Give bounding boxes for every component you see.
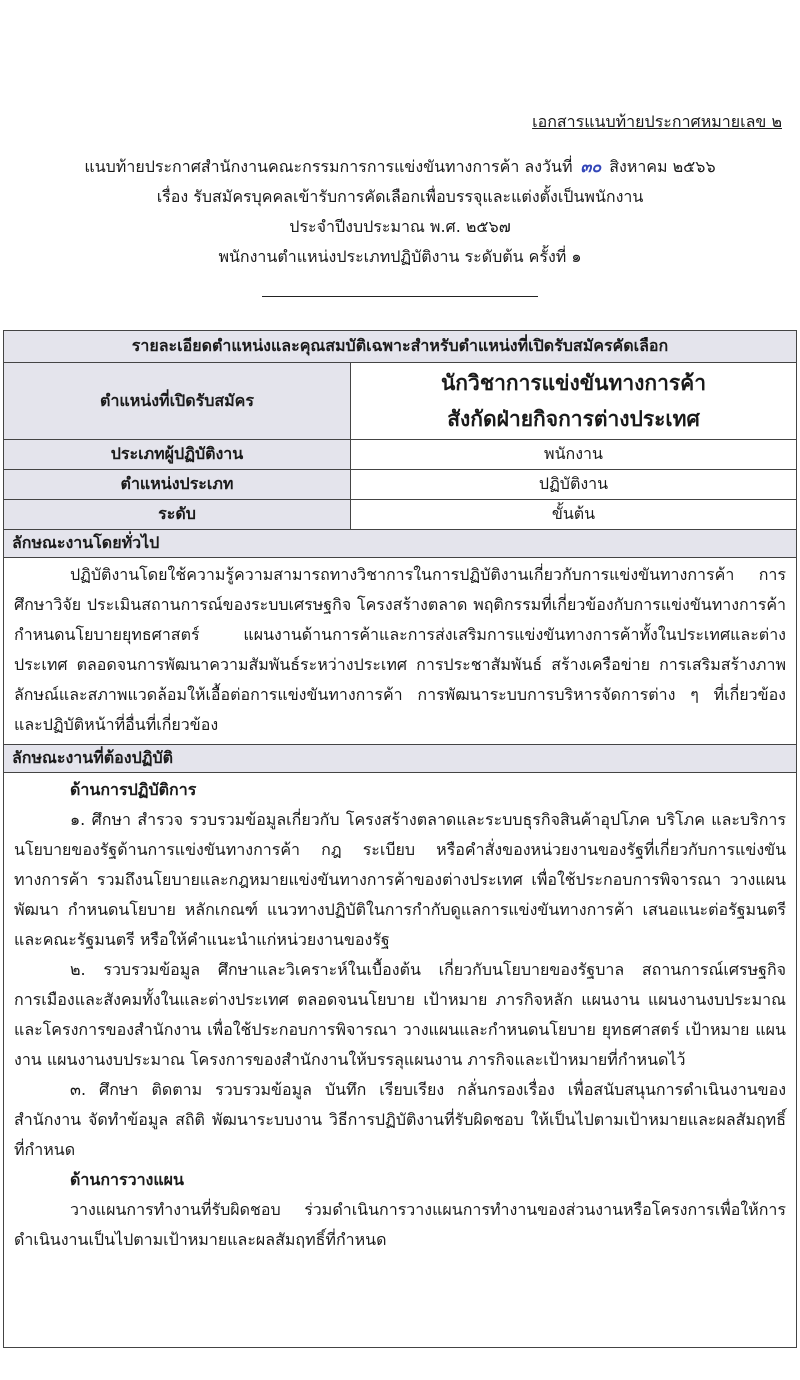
header-line-2: เรื่อง รับสมัครบุคคลเข้ารับการคัดเลือกเพื่อบรรจุและแต่งตั้งเป็นพนักงาน bbox=[156, 187, 644, 206]
row-value: ขั้นต้น bbox=[351, 500, 797, 530]
planning-text: วางแผนการทำงานที่รับผิดชอบ ร่วมดำเนินการวางแผนการทำงานของส่วนงานหรือโครงการเพื่อให้การดำเนินงานเป็นไปตามเป้าหมายและผลสัมฤทธิ์ที่กำหนด bbox=[14, 1200, 786, 1249]
row-value: พนักงาน bbox=[351, 440, 797, 470]
row-label: ตำแหน่งประเภท bbox=[4, 470, 351, 500]
general-section-body bbox=[4, 558, 797, 745]
row-label: ระดับ bbox=[4, 500, 351, 530]
announcement-header bbox=[0, 152, 800, 272]
planning-subheading: ด้านการวางแผน bbox=[70, 1170, 184, 1189]
position-value bbox=[351, 363, 797, 440]
header-line-1-prefix: แนบท้ายประกาศสำนักงานคณะกรรมการการแข่งขันทางการค้า ลงวันที่ bbox=[84, 157, 573, 176]
position-details-table bbox=[3, 330, 797, 1348]
table-title: รายละเอียดตำแหน่งและคุณสมบัติเฉพาะสำหรับตำแหน่งที่เปิดรับสมัครคัดเลือก bbox=[4, 331, 797, 363]
table-row bbox=[4, 500, 797, 530]
table-row bbox=[4, 440, 797, 470]
duties-section-body bbox=[4, 773, 797, 1348]
general-section-title: ลักษณะงานโดยทั่วไป bbox=[4, 530, 797, 558]
operations-item: ๓. ศึกษา ติดตาม รวบรวมข้อมูล บันทึก เรียบเรียง กลั่นกรองเรื่อง เพื่อสนับสนุนการดำเนินงานของสำนักงาน จัดทำข้อมูล สถิติ พัฒนาระบบงาน วิธีการปฏิบัติงานที่รับผิดชอบ ให้เป็นไปตามเป้าหมายและผลสัมฤทธิ์ที่กำหนด bbox=[14, 1080, 786, 1159]
general-text: ปฏิบัติงานโดยใช้ความรู้ความสามารถทางวิชาการในการปฏิบัติงานเกี่ยวกับการแข่งขันทางการค้า การศึกษาวิจัย ประเมินสถานการณ์ของระบบเศรษฐกิจ โครงสร้างตลาด พฤติกรรมที่เกี่ยวข้องกับการแข่งขันทางการค้า กำหนดนโยบายยุทธศาสตร์ แผนงานด้านการค้าและการส่งเสริมการแข่งขันทางการค้าทั้งในประเทศและต่างประเทศ ตลอดจนการพัฒนาความสัมพันธ์ระหว่างประเทศ การประชาสัมพันธ์ สร้างเครือข่าย การเสริมสร้างภาพลักษณ์และสภาพแวดล้อมให้เอื้อต่อการแข่งขันทางการค้า การพัฒนาระบบการบริหารจัดการต่าง ๆ ที่เกี่ยวข้อง และปฏิบัติหน้าที่อื่นที่เกี่ยวข้อง bbox=[14, 565, 786, 734]
header-line-1-suffix: สิงหาคม ๒๕๖๖ bbox=[609, 157, 716, 176]
row-label: ประเภทผู้ปฏิบัติงาน bbox=[4, 440, 351, 470]
row-value: ปฏิบัติงาน bbox=[351, 470, 797, 500]
handwritten-date: ๓๐ bbox=[580, 157, 602, 176]
position-label: ตำแหน่งที่เปิดรับสมัคร bbox=[4, 363, 351, 440]
header-line-3: ประจำปีงบประมาณ พ.ศ. ๒๕๖๗ bbox=[289, 217, 511, 236]
position-department: สังกัดฝ่ายกิจการต่างประเทศ bbox=[447, 407, 700, 431]
divider bbox=[262, 296, 538, 297]
document-reference: เอกสารแนบท้ายประกาศหมายเลข ๒ bbox=[532, 112, 782, 131]
operations-item: ๑. ศึกษา สำรวจ รวบรวมข้อมูลเกี่ยวกับ โครงสร้างตลาดและระบบธุรกิจสินค้าอุปโภค บริโภค และบริการ นโยบายของรัฐด้านการแข่งขันทางการค้า กฎ ระเบียบ หรือคำสั่งของหน่วยงานของรัฐที่เกี่ยวกับการแข่งขันทางการค้า รวมถึงนโยบายและกฎหมายแข่งขันทางการค้าของต่างประเทศ เพื่อใช้ประกอบการพิจารณา วางแผน พัฒนา กำหนดนโยบาย หลักเกณฑ์ แนวทางปฏิบัติในการกำกับดูแลการแข่งขันทางการค้า เสนอแนะต่อรัฐมนตรีและคณะรัฐมนตรี หรือให้คำแนะนำแก่หน่วยงานของรัฐ bbox=[14, 810, 786, 949]
operations-item: ๒. รวบรวมข้อมูล ศึกษาและวิเคราะห์ในเบื้องต้น เกี่ยวกับนโยบายของรัฐบาล สถานการณ์เศรษฐกิจ การเมืองและสังคมทั้งในและต่างประเทศ ตลอดจนนโยบาย เป้าหมาย ภารกิจหลัก แผนงาน แผนงานงบประมาณ และโครงการของสำนักงาน เพื่อใช้ประกอบการพิจารณา วางแผนและกำหนดนโยบาย ยุทธศาสตร์ เป้าหมาย แผนงาน แผนงานงบประมาณ โครงการของสำนักงานให้บรรลุแผนงาน ภารกิจและเป้าหมายที่กำหนดไว้ bbox=[14, 960, 786, 1069]
header-line-4: พนักงานตำแหน่งประเภทปฏิบัติงาน ระดับต้น ครั้งที่ ๑ bbox=[218, 247, 582, 266]
table-row bbox=[4, 470, 797, 500]
operations-subheading: ด้านการปฏิบัติการ bbox=[70, 780, 197, 799]
duties-section-title: ลักษณะงานที่ต้องปฏิบัติ bbox=[4, 745, 797, 773]
position-name: นักวิชาการแข่งขันทางการค้า bbox=[440, 371, 707, 395]
header-line-1 bbox=[0, 152, 800, 182]
